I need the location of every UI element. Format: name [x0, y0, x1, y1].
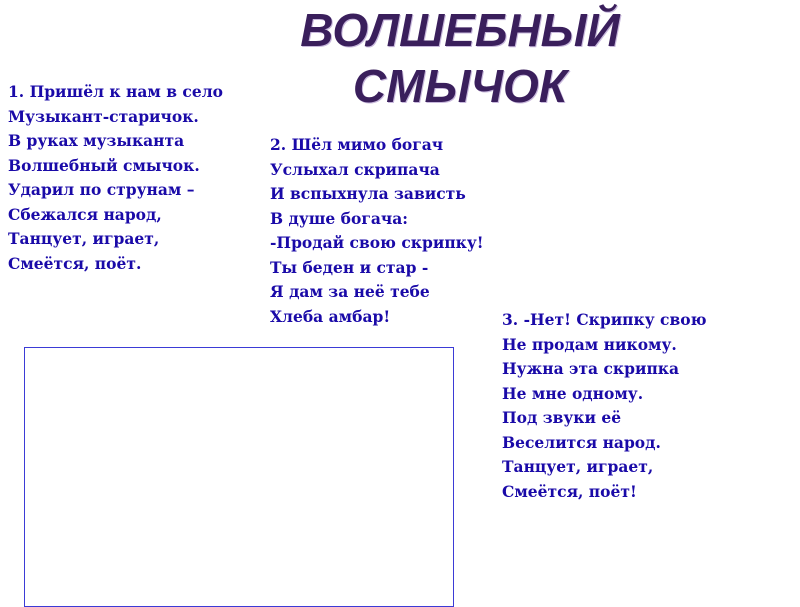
verse-line: 1. Пришёл к нам в село [8, 82, 223, 101]
verse-line: Под звуки её [502, 408, 622, 427]
image-frame [24, 347, 454, 607]
verse-line: Не продам никому. [502, 334, 677, 354]
verse-3 [502, 308, 706, 504]
verse-line: Танцует, играет, [502, 457, 654, 476]
verse-line: Нужна эта скрипка [502, 359, 680, 378]
verse-line: Музыкант-старичок. [8, 106, 199, 126]
verse-line: В руках музыканта [8, 131, 185, 150]
verse-line: Ты беден и стар - [270, 257, 429, 277]
title-line-1: ВОЛШЕБНЫЙ [300, 4, 620, 56]
page-title [250, 2, 670, 114]
verse-line: И вспыхнула зависть [270, 184, 466, 203]
verse-1 [8, 80, 223, 276]
verse-line: Услыхал скрипача [270, 159, 440, 179]
verse-line: Волшебный смычок. [8, 155, 200, 175]
verse-line: Танцует, играет, [8, 229, 160, 248]
verse-line: В душе богача: [270, 208, 408, 228]
verse-2 [270, 133, 484, 329]
verse-line: Ударил по струнам – [8, 180, 195, 199]
verse-line: Смеётся, поёт. [8, 253, 142, 273]
verse-line: Сбежался народ, [8, 204, 162, 224]
title-line-2: СМЫЧОК [352, 60, 568, 112]
verse-line: 3. -Нет! Скрипку свою [502, 310, 707, 329]
verse-line: -Продай свою скрипку! [270, 233, 484, 252]
verse-line: Я дам за неё тебе [270, 282, 430, 301]
verse-line: Не мне одному. [502, 383, 644, 403]
verse-line: Веселится народ. [502, 432, 661, 452]
verse-line: Смеётся, поёт! [502, 481, 637, 501]
verse-line: Хлеба амбар! [270, 306, 391, 326]
verse-line: 2. Шёл мимо богач [270, 135, 444, 154]
